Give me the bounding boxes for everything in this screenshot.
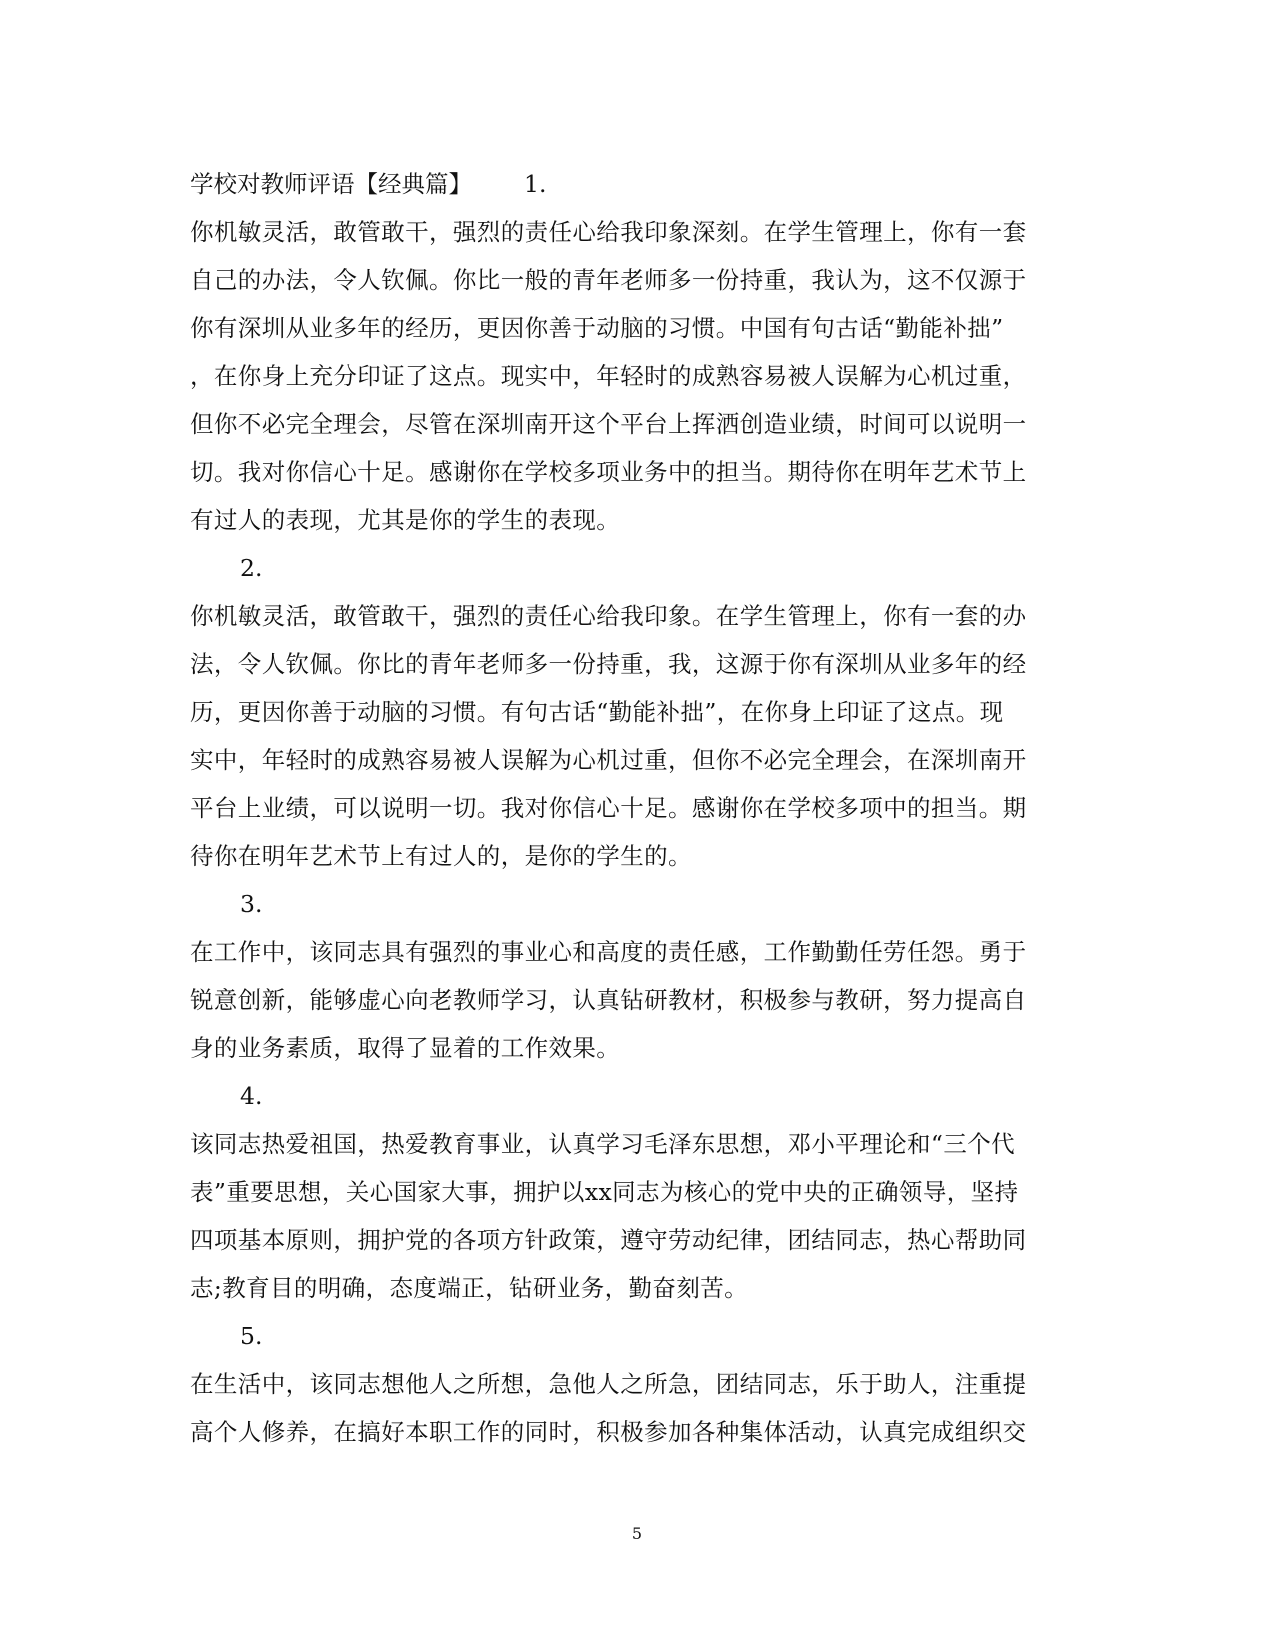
paragraph-line: 在工作中，该同志具有强烈的事业心和高度的责任感，工作勤勤任劳任怨。勇于	[190, 938, 1027, 966]
paragraph-line: 平台上业绩，可以说明一切。我对你信心十足。感谢你在学校多项中的担当。期	[190, 794, 1027, 822]
paragraph-line: 有过人的表现，尤其是你的学生的表现。	[190, 506, 621, 534]
paragraph-line: 历，更因你善于动脑的习惯。有句古话“勤能补拙”，在你身上印证了这点。现	[190, 698, 1004, 726]
paragraph-line: 你有深圳从业多年的经历，更因你善于动脑的习惯。中国有句古话“勤能补拙”	[190, 314, 1004, 342]
paragraph-line: 实中，年轻时的成熟容易被人误解为心机过重，但你不必完全理会，在深圳南开	[190, 746, 1027, 774]
paragraph-line: 表”重要思想，关心国家大事，拥护以xx同志为核心的党中央的正确领导，坚持	[190, 1178, 1019, 1206]
paragraph-line: 但你不必完全理会，尽管在深圳南开这个平台上挥洒创造业绩，时间可以说明一	[190, 410, 1027, 438]
paragraph-line: 待你在明年艺术节上有过人的，是你的学生的。	[190, 842, 692, 870]
page-number: 5	[631, 1524, 643, 1543]
paragraph-line: 你机敏灵活，敢管敢干，强烈的责任心给我印象深刻。在学生管理上，你有一套	[190, 218, 1027, 246]
paragraph-line: 你机敏灵活，敢管敢干，强烈的责任心给我印象。在学生管理上，你有一套的办	[190, 602, 1027, 630]
title-line	[190, 160, 1066, 208]
paragraph-line: 切。我对你信心十足。感谢你在学校多项业务中的担当。期待你在明年艺术节上	[190, 458, 1027, 486]
paragraph-line: 自己的办法，令人钦佩。你比一般的青年老师多一份持重，我认为，这不仅源于	[190, 266, 1027, 294]
paragraph-line: ，在你身上充分印证了这点。现实中，年轻时的成熟容易被人误解为心机过重，	[190, 362, 1027, 390]
paragraph-line: 法，令人钦佩。你比的青年老师多一份持重，我，这源于你有深圳从业多年的经	[190, 650, 1027, 678]
section-number-2: 2.	[240, 554, 263, 582]
paragraph-line: 志;教育目的明确，态度端正，钻研业务，勤奋刻苦。	[190, 1274, 749, 1302]
document-title: 学校对教师评语【经典篇】	[190, 170, 472, 198]
paragraph-line: 在生活中，该同志想他人之所想，急他人之所急，团结同志，乐于助人，注重提	[190, 1370, 1027, 1398]
section-number-1: 1.	[524, 170, 547, 198]
paragraph-line: 高个人修养，在搞好本职工作的同时，积极参加各种集体活动，认真完成组织交	[190, 1418, 1027, 1446]
paragraph-line: 该同志热爱祖国，热爱教育事业，认真学习毛泽东思想，邓小平理论和“三个代	[190, 1130, 1016, 1158]
paragraph-line: 四项基本原则，拥护党的各项方针政策，遵守劳动纪律，团结同志，热心帮助同	[190, 1226, 1027, 1254]
document-body	[190, 160, 1066, 1456]
section-number-5: 5.	[240, 1322, 263, 1350]
section-number-3: 3.	[240, 890, 263, 918]
paragraph-line: 身的业务素质，取得了显着的工作效果。	[190, 1034, 621, 1062]
section-number-4: 4.	[240, 1082, 263, 1110]
paragraph-line: 锐意创新，能够虚心向老教师学习，认真钻研教材，积极参与教研，努力提高自	[190, 986, 1027, 1014]
